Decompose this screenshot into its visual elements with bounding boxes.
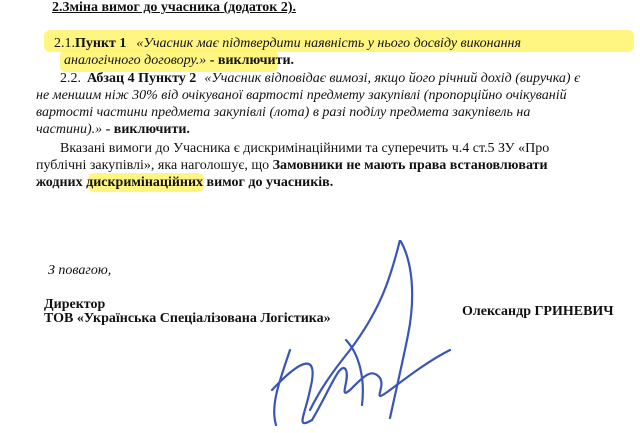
p3-line-3: жодних дискримінаційних вимог до учасників. — [36, 175, 334, 190]
p21-punkt: Пункт 1 — [75, 36, 127, 51]
section-heading: 2.3міна вимог до учасника (додаток 2). — [52, 0, 296, 15]
p21-line-1: 2.1.Пункт 1 «Учасник має підтвердити наявність у нього досвіду виконання — [54, 36, 521, 51]
closing: З повагою, — [48, 263, 112, 278]
p21-line-2: аналогічного договору.» - виключити. — [64, 53, 295, 68]
p3-line-1: Вказані вимоги до Учасника є дискримінаційними та суперечить ч.4 ст.5 ЗУ «Про — [60, 141, 550, 156]
p22-line-4: частини).» - виключити. — [36, 122, 190, 137]
p3-line-2: публічні закупівлі», яка наголошує, що Замовники не мають права встановлювати — [36, 158, 548, 173]
signatory-name: Олександр ГРИНЕВИЧ — [462, 304, 614, 319]
signatory-company: ТОВ «Українська Спеціалізована Логістика» — [44, 311, 331, 326]
signatory-title: Директор — [44, 297, 106, 312]
p22-line-2: не меншим ніж 30% від очікуваної вартості предмету закупівлі (пропорційно очікуваній — [36, 88, 567, 103]
p22-line-3: вартості частини предмета закупівлі (лота) в разі поділу предмета закупівель на — [36, 105, 531, 120]
p22-line-1: 2.2. Абзац 4 Пункту 2 «Учасник відповідає вимозі, якщо його річний дохід (виручка) є — [60, 71, 581, 86]
handwritten-signature — [250, 240, 460, 433]
